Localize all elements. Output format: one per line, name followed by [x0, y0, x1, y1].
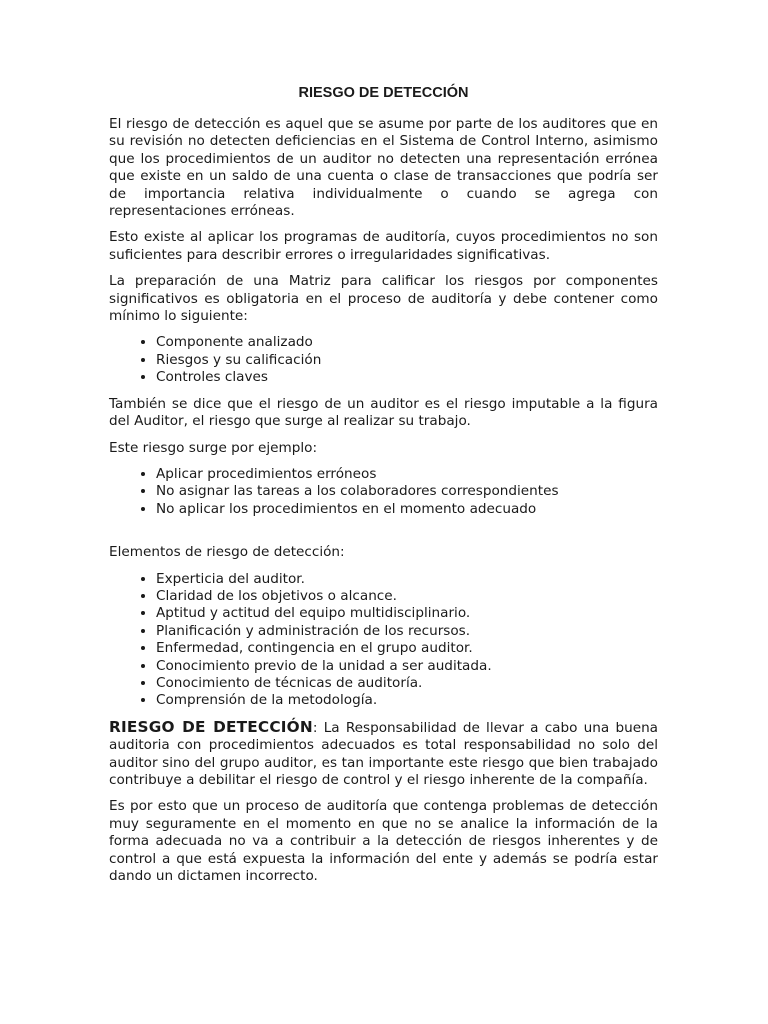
elements-list: [109, 571, 658, 710]
list-item: • Controles claves: [156, 369, 658, 386]
paragraph-matrix: La preparación de una Matriz para calificar los riesgos por componentes significativos es obligatoria en el proceso de auditoría y debe contener como mínimo lo siguiente:: [109, 273, 658, 325]
document-body: [109, 84, 658, 894]
list-item: • Enfermedad, contingencia en el grupo auditor.: [156, 640, 658, 657]
list-item: • Claridad de los objetivos o alcance.: [156, 588, 658, 605]
examples-list: [109, 466, 658, 518]
list-item: • Experticia del auditor.: [156, 571, 658, 588]
list-item: • Planificación y administración de los recursos.: [156, 623, 658, 640]
paragraph-elements-intro: Elementos de riesgo de detección:: [109, 544, 345, 561]
list-item: • No aplicar los procedimientos en el momento adecuado: [156, 501, 658, 518]
list-item: • Conocimiento de técnicas de auditoría.: [156, 675, 658, 692]
list-item: • No asignar las tareas a los colaboradores correspondientes: [156, 483, 658, 500]
list-item: • Conocimiento previo de la unidad a ser auditada.: [156, 658, 658, 675]
spacer: [109, 527, 658, 544]
inline-heading: RIESGO DE DETECCIÓN: [109, 717, 313, 736]
paragraph-responsibility: [109, 719, 658, 790]
list-item: • Riesgos y su calificación: [156, 352, 658, 369]
paragraph-responsibility-text: : La Responsabilidad de llevar a cabo una buena auditoria con procedimientos adecuados es total responsabilidad no solo del auditor sino del grupo auditor, es tan importante este riesgo que bien trabajado contribuye a debilitar el riesgo de control y el riesgo inherente de la compañía.: [109, 719, 659, 788]
paragraph-definition: El riesgo de detección es aquel que se asume por parte de los auditores que en su revisión no detecten deficiencias en el Sistema de Control Interno, asimismo que los procedimientos de un auditor no detecten una representación errónea que existe en un saldo de una cuenta o clase de transacciones que podría ser de importancia relativa individualmente o cuando se agrega con representaciones erróneas.: [109, 116, 658, 220]
document-title: RIESGO DE DETECCIÓN: [298, 85, 469, 101]
matrix-requirements-list: [109, 334, 658, 386]
paragraph-existence: Esto existe al aplicar los programas de auditoría, cuyos procedimientos no son suficientes para describir errores o irregularidades significativas.: [109, 229, 658, 263]
list-item: • Aplicar procedimientos erróneos: [156, 466, 658, 483]
list-item: • Componente analizado: [156, 334, 658, 351]
paragraph-conclusion: Es por esto que un proceso de auditoría que contenga problemas de detección muy seguramente en el momento en que no se analice la información de la forma adecuada no va a contribuir a la detección de riesgos inherentes y de control a que está expuesta la información del ente y además se podría estar dando un dictamen incorrecto.: [109, 798, 658, 885]
paragraph-auditor-risk: También se dice que el riesgo de un auditor es el riesgo imputable a la figura del Auditor, el riesgo que surge al realizar su trabajo.: [109, 395, 658, 430]
list-item: • Comprensión de la metodología.: [156, 692, 658, 709]
list-item: • Aptitud y actitud del equipo multidisciplinario.: [156, 605, 658, 622]
paragraph-examples-intro: Este riesgo surge por ejemplo:: [109, 439, 318, 456]
